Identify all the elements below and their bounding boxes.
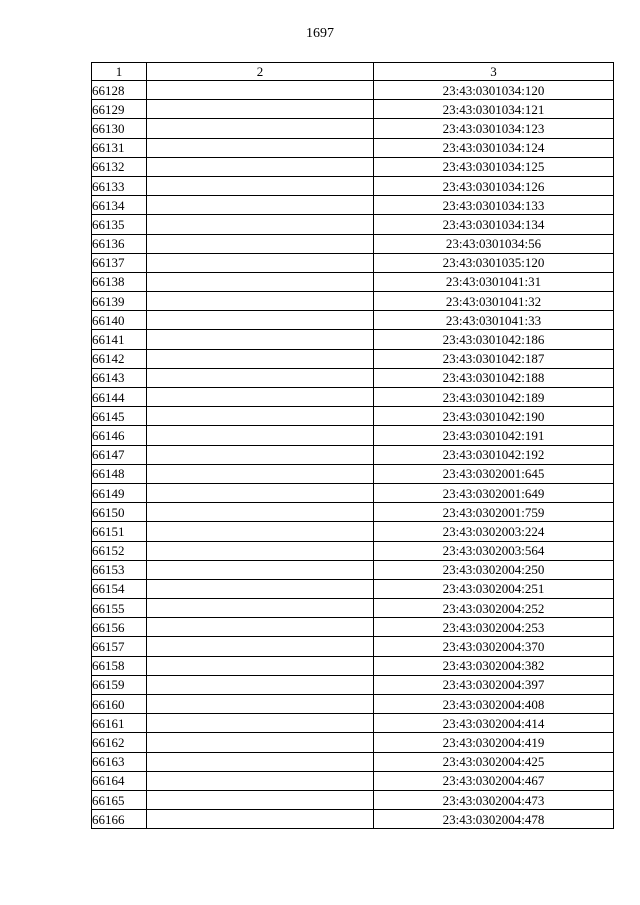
description-cell: [147, 810, 374, 829]
table-row: [92, 503, 614, 522]
row-number-cell: 66164: [92, 771, 147, 790]
row-number-cell: 66131: [92, 138, 147, 157]
row-number-cell: 66135: [92, 215, 147, 234]
row-number-cell: 66152: [92, 541, 147, 560]
cadastral-number-cell: 23:43:0301042:186: [374, 330, 614, 349]
description-cell: [147, 637, 374, 656]
row-number-cell: 66159: [92, 675, 147, 694]
table-row: [92, 541, 614, 560]
cadastral-number-cell: 23:43:0302004:251: [374, 579, 614, 598]
table-row: [92, 810, 614, 829]
table-row: [92, 272, 614, 291]
cadastral-number-cell: 23:43:0302004:425: [374, 752, 614, 771]
table-row: [92, 771, 614, 790]
row-number-cell: 66142: [92, 349, 147, 368]
cadastral-number-cell: 23:43:0302004:478: [374, 810, 614, 829]
row-number-cell: 66141: [92, 330, 147, 349]
cadastral-number-cell: 23:43:0301034:120: [374, 81, 614, 100]
row-number-cell: 66166: [92, 810, 147, 829]
table-row: [92, 196, 614, 215]
table-row: [92, 81, 614, 100]
description-cell: [147, 618, 374, 637]
description-cell: [147, 445, 374, 464]
description-cell: [147, 119, 374, 138]
table-row: [92, 445, 614, 464]
row-number-cell: 66153: [92, 560, 147, 579]
description-cell: [147, 464, 374, 483]
table-row: [92, 733, 614, 752]
cadastral-number-cell: 23:43:0302001:649: [374, 483, 614, 502]
row-number-cell: 66146: [92, 426, 147, 445]
row-number-cell: 66163: [92, 752, 147, 771]
row-number-cell: 66156: [92, 618, 147, 637]
table-row: [92, 292, 614, 311]
row-number-cell: 66137: [92, 253, 147, 272]
table-row: [92, 618, 614, 637]
table-row: [92, 215, 614, 234]
description-cell: [147, 579, 374, 598]
table-row: [92, 407, 614, 426]
row-number-cell: 66136: [92, 234, 147, 253]
row-number-cell: 66154: [92, 579, 147, 598]
table-row: [92, 253, 614, 272]
table-row: [92, 790, 614, 809]
cadastral-number-cell: 23:43:0302003:224: [374, 522, 614, 541]
description-cell: [147, 426, 374, 445]
column-header-3: 3: [374, 63, 614, 81]
table-row: [92, 695, 614, 714]
description-cell: [147, 388, 374, 407]
row-number-cell: 66165: [92, 790, 147, 809]
table-row: [92, 752, 614, 771]
description-cell: [147, 138, 374, 157]
cadastral-number-cell: 23:43:0302004:382: [374, 656, 614, 675]
row-number-cell: 66129: [92, 100, 147, 119]
table-row: [92, 388, 614, 407]
description-cell: [147, 675, 374, 694]
description-cell: [147, 292, 374, 311]
description-cell: [147, 157, 374, 176]
table-row: [92, 579, 614, 598]
table-row: [92, 349, 614, 368]
cadastral-number-cell: 23:43:0301034:134: [374, 215, 614, 234]
description-cell: [147, 656, 374, 675]
registry-table: [91, 62, 614, 829]
column-header-2: 2: [147, 63, 374, 81]
cadastral-number-cell: 23:43:0301042:191: [374, 426, 614, 445]
table-row: [92, 368, 614, 387]
row-number-cell: 66151: [92, 522, 147, 541]
description-cell: [147, 272, 374, 291]
cadastral-number-cell: 23:43:0302004:253: [374, 618, 614, 637]
cadastral-number-cell: 23:43:0301034:124: [374, 138, 614, 157]
cadastral-number-cell: 23:43:0301034:126: [374, 176, 614, 195]
table-row: [92, 157, 614, 176]
row-number-cell: 66155: [92, 599, 147, 618]
cadastral-number-cell: 23:43:0301035:120: [374, 253, 614, 272]
cadastral-number-cell: 23:43:0301034:121: [374, 100, 614, 119]
table-row: [92, 119, 614, 138]
cadastral-number-cell: 23:43:0302003:564: [374, 541, 614, 560]
table-header: [92, 63, 614, 81]
table-row: [92, 522, 614, 541]
cadastral-number-cell: 23:43:0301042:192: [374, 445, 614, 464]
row-number-cell: 66150: [92, 503, 147, 522]
row-number-cell: 66128: [92, 81, 147, 100]
description-cell: [147, 100, 374, 119]
row-number-cell: 66130: [92, 119, 147, 138]
cadastral-number-cell: 23:43:0301042:190: [374, 407, 614, 426]
description-cell: [147, 349, 374, 368]
table-row: [92, 637, 614, 656]
cadastral-number-cell: 23:43:0301041:33: [374, 311, 614, 330]
cadastral-number-cell: 23:43:0301042:188: [374, 368, 614, 387]
description-cell: [147, 311, 374, 330]
description-cell: [147, 695, 374, 714]
description-cell: [147, 599, 374, 618]
cadastral-number-cell: 23:43:0302004:250: [374, 560, 614, 579]
description-cell: [147, 752, 374, 771]
row-number-cell: 66140: [92, 311, 147, 330]
column-header-1: 1: [92, 63, 147, 81]
description-cell: [147, 503, 374, 522]
table-row: [92, 426, 614, 445]
description-cell: [147, 176, 374, 195]
cadastral-number-cell: 23:43:0301034:56: [374, 234, 614, 253]
description-cell: [147, 81, 374, 100]
description-cell: [147, 771, 374, 790]
row-number-cell: 66133: [92, 176, 147, 195]
cadastral-number-cell: 23:43:0301041:31: [374, 272, 614, 291]
header-row: [92, 63, 614, 81]
table-row: [92, 464, 614, 483]
row-number-cell: 66160: [92, 695, 147, 714]
row-number-cell: 66148: [92, 464, 147, 483]
table-row: [92, 138, 614, 157]
description-cell: [147, 790, 374, 809]
cadastral-number-cell: 23:43:0302004:414: [374, 714, 614, 733]
table-row: [92, 176, 614, 195]
cadastral-number-cell: 23:43:0302004:473: [374, 790, 614, 809]
table-row: [92, 560, 614, 579]
cadastral-number-cell: 23:43:0302004:397: [374, 675, 614, 694]
cadastral-number-cell: 23:43:0301042:189: [374, 388, 614, 407]
row-number-cell: 66134: [92, 196, 147, 215]
description-cell: [147, 733, 374, 752]
table-row: [92, 311, 614, 330]
cadastral-number-cell: 23:43:0301034:133: [374, 196, 614, 215]
cadastral-number-cell: 23:43:0302001:645: [374, 464, 614, 483]
row-number-cell: 66147: [92, 445, 147, 464]
table-row: [92, 234, 614, 253]
description-cell: [147, 522, 374, 541]
table-row: [92, 714, 614, 733]
table-row: [92, 100, 614, 119]
description-cell: [147, 330, 374, 349]
row-number-cell: 66157: [92, 637, 147, 656]
description-cell: [147, 407, 374, 426]
row-number-cell: 66145: [92, 407, 147, 426]
description-cell: [147, 541, 374, 560]
row-number-cell: 66132: [92, 157, 147, 176]
row-number-cell: 66139: [92, 292, 147, 311]
page-number: 1697: [306, 26, 334, 41]
cadastral-number-cell: 23:43:0301034:125: [374, 157, 614, 176]
row-number-cell: 66138: [92, 272, 147, 291]
description-cell: [147, 368, 374, 387]
cadastral-number-cell: 23:43:0302004:467: [374, 771, 614, 790]
table-row: [92, 330, 614, 349]
cadastral-number-cell: 23:43:0302004:252: [374, 599, 614, 618]
cadastral-number-cell: 23:43:0301042:187: [374, 349, 614, 368]
row-number-cell: 66144: [92, 388, 147, 407]
description-cell: [147, 234, 374, 253]
row-number-cell: 66143: [92, 368, 147, 387]
table-row: [92, 599, 614, 618]
cadastral-number-cell: 23:43:0302004:408: [374, 695, 614, 714]
description-cell: [147, 253, 374, 272]
row-number-cell: 66149: [92, 483, 147, 502]
cadastral-number-cell: 23:43:0302004:419: [374, 733, 614, 752]
row-number-cell: 66158: [92, 656, 147, 675]
description-cell: [147, 215, 374, 234]
table-body: [92, 81, 614, 829]
table-row: [92, 675, 614, 694]
table-row: [92, 656, 614, 675]
description-cell: [147, 196, 374, 215]
row-number-cell: 66162: [92, 733, 147, 752]
description-cell: [147, 714, 374, 733]
cadastral-number-cell: 23:43:0302001:759: [374, 503, 614, 522]
description-cell: [147, 560, 374, 579]
table-row: [92, 483, 614, 502]
cadastral-number-cell: 23:43:0302004:370: [374, 637, 614, 656]
cadastral-number-cell: 23:43:0301034:123: [374, 119, 614, 138]
cadastral-number-cell: 23:43:0301041:32: [374, 292, 614, 311]
row-number-cell: 66161: [92, 714, 147, 733]
description-cell: [147, 483, 374, 502]
